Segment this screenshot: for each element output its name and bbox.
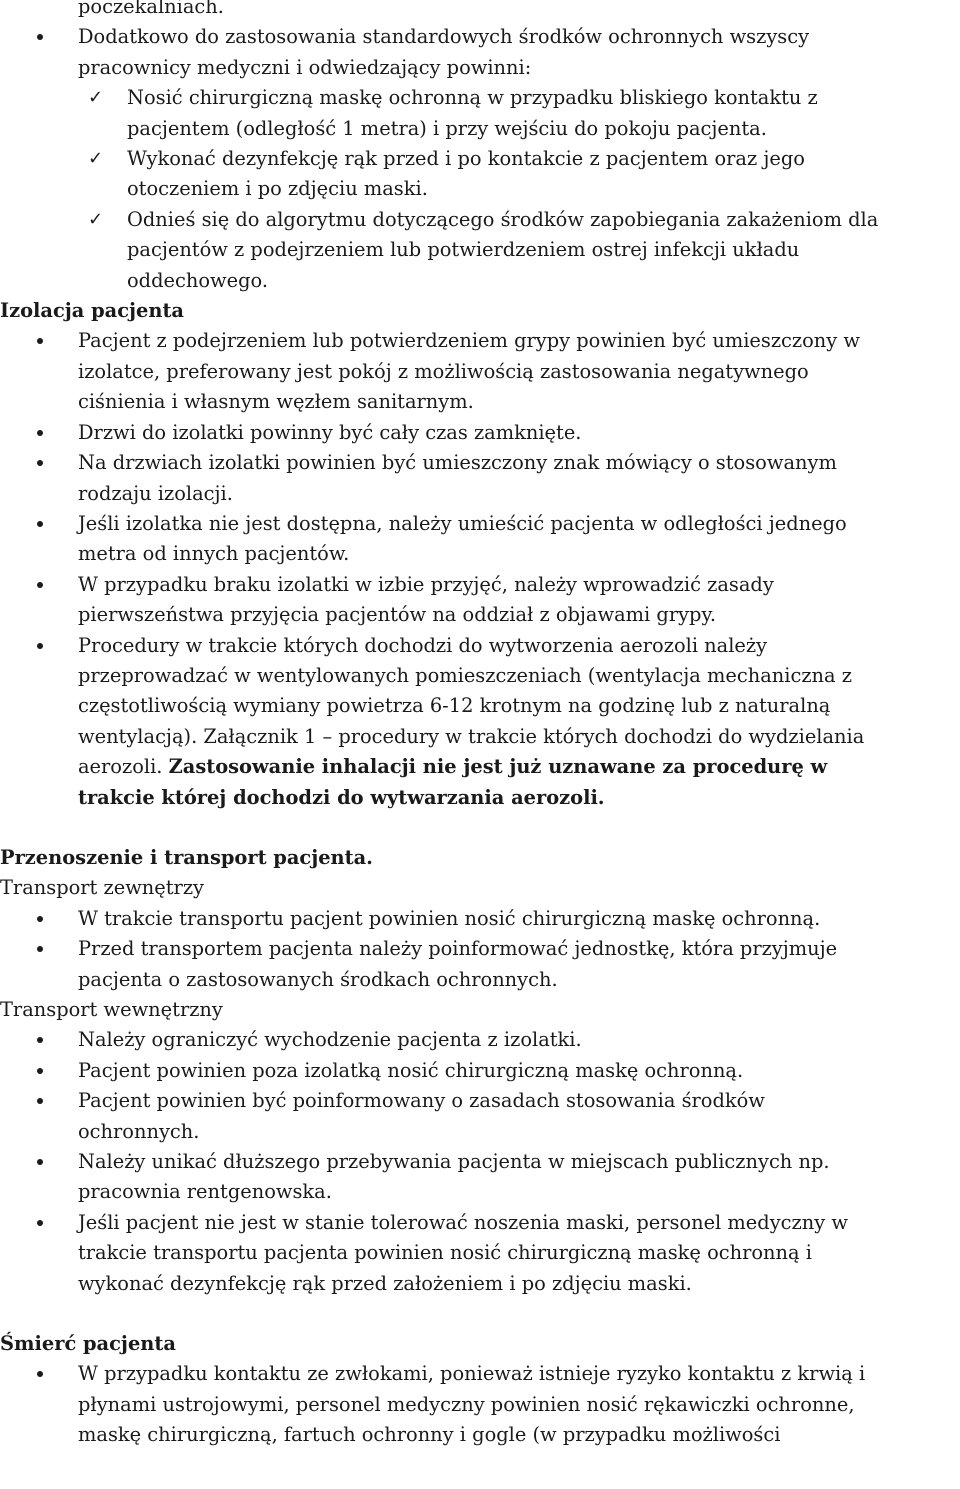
text-line: częstotliwością wymiany powietrza 6-12 krotnym na godzinę lub z naturalną (78, 694, 831, 718)
text-line: izolatce, preferowany jest pokój z możliwością zastosowania negatywnego (78, 359, 809, 383)
list-item (0, 326, 960, 417)
list-item (0, 1208, 960, 1299)
text-line: otoczeniem i po zdjęciu maski. (127, 177, 428, 201)
checklist-item (0, 83, 960, 144)
bullet-icon (37, 34, 43, 40)
bullet-icon (37, 1159, 43, 1165)
bullet-icon (37, 1068, 43, 1074)
list-item (0, 1056, 960, 1086)
text-line: Procedury w trakcie których dochodzi do wytworzenia aerozoli należy (78, 633, 768, 657)
checkmark-icon: ✓ (88, 87, 104, 109)
list-item (0, 418, 960, 448)
text-line: W trakcie transportu pacjent powinien nosić chirurgiczną maskę ochronną. (78, 906, 821, 930)
text-line: ochronnych. (78, 1119, 200, 1143)
external-transport-list (0, 904, 960, 995)
section-heading-transport: Przenoszenie i transport pacjenta. (0, 845, 373, 869)
checkmark-icon: ✓ (88, 208, 104, 230)
isolation-list (0, 326, 960, 813)
text-line: W przypadku braku izolatki w izbie przyjęć, należy wprowadzić zasady (78, 572, 774, 596)
text-line: wentylacją). Załącznik 1 – procedury w trakcie których dochodzi do wydzielania (78, 724, 865, 748)
bold-note-line: trakcie której dochodzi do wytwarzania aerozoli. (78, 785, 605, 809)
text-line: Dodatkowo do zastosowania standardowych środków ochronnych wszyscy (78, 25, 810, 49)
list-item (0, 1086, 960, 1147)
spacer (0, 813, 960, 843)
text-line: rodzaju izolacji. (78, 481, 233, 505)
bullet-icon (37, 430, 43, 436)
bullet-icon (37, 946, 43, 952)
text-line: pacjentem (odległość 1 metra) i przy wejściu do pokoju pacjenta. (127, 116, 767, 140)
bullet-icon (37, 643, 43, 649)
text-line: Pacjent z podejrzeniem lub potwierdzeniem grypy powinien być umieszczony w (78, 329, 861, 353)
text-line: metra od innych pacjentów. (78, 542, 350, 566)
death-list (0, 1359, 960, 1450)
list-item (0, 904, 960, 934)
list-item-procedures (0, 631, 960, 813)
list-item (0, 570, 960, 631)
text-line: Należy ograniczyć wychodzenie pacjenta z izolatki. (78, 1028, 582, 1052)
bullet-icon (37, 1098, 43, 1104)
text-line: Wykonać dezynfekcję rąk przed i po kontakcie z pacjentem oraz jego (127, 147, 805, 171)
spacer (0, 1299, 960, 1329)
subheading-internal-transport: Transport wewnętrzny (0, 998, 223, 1021)
checklist-item (0, 144, 960, 205)
text-line (78, 752, 960, 782)
text-line: płynami ustrojowymi, personel medyczny powinien nosić rękawiczki ochronne, (78, 1392, 855, 1416)
intro-fragment: poczekalniach. (78, 0, 224, 18)
bullet-icon (37, 338, 43, 344)
text-line: pacjentów z podejrzeniem lub potwierdzeniem ostrej infekcji układu (127, 238, 800, 262)
bullet-icon (37, 1220, 43, 1226)
bold-note: Zastosowanie inhalacji nie jest już uznawane za procedurę w (168, 755, 828, 779)
list-item (0, 934, 960, 995)
text-line: wykonać dezynfekcję rąk przed założeniem i po zdjęciu maski. (78, 1271, 692, 1295)
text-line: Jeśli izolatka nie jest dostępna, należy umieścić pacjenta w odległości jednego (78, 511, 847, 535)
checkmark-icon: ✓ (88, 148, 104, 170)
text-line: ciśnienia i własnym węzłem sanitarnym. (78, 390, 474, 414)
subheading-external-transport: Transport zewnętrzy (0, 876, 204, 900)
text-line: Jeśli pacjent nie jest w stanie tolerować noszenia maski, personel medyczny w (78, 1210, 848, 1234)
text-line: Pacjent powinien być poinformowany o zasadach stosowania środków (78, 1089, 765, 1113)
bullet-icon (37, 916, 43, 922)
text-line: przeprowadzać w wentylowanych pomieszczeniach (wentylacja mechaniczna z (78, 663, 852, 687)
text-span: aerozoli. (78, 755, 169, 779)
text-line: Należy unikać dłuższego przebywania pacjenta w miejscach publicznych np. (78, 1150, 830, 1174)
bullet-icon (37, 460, 43, 466)
list-item (0, 1025, 960, 1055)
text-line: pacjenta o zastosowanych środkach ochronnych. (78, 967, 558, 991)
text-line: pierwszeństwa przyjęcia pacjentów na oddział z objawami grypy. (78, 603, 716, 627)
text-line: maskę chirurgiczną, fartuch ochronny i gogle (w przypadku możliwości (78, 1423, 781, 1447)
internal-transport-list (0, 1025, 960, 1299)
bullet-icon (37, 582, 43, 588)
text-line: pracownia rentgenowska. (78, 1180, 332, 1204)
list-item (0, 448, 960, 509)
bullet-icon (37, 1037, 43, 1043)
additional-measures-list (0, 22, 960, 83)
text-line: Nosić chirurgiczną maskę ochronną w przypadku bliskiego kontaktu z (127, 86, 818, 110)
section-heading-death: Śmierć pacjenta (0, 1332, 176, 1356)
bullet-icon (37, 1371, 43, 1377)
list-item (0, 509, 960, 570)
bullet-icon (37, 521, 43, 527)
checklist-item (0, 205, 960, 296)
text-line: Pacjent powinien poza izolatką nosić chirurgiczną maskę ochronną. (78, 1058, 744, 1082)
list-item (0, 22, 960, 83)
text-line: pracownicy medyczni i odwiedzający powinni: (78, 55, 532, 79)
text-line: oddechowego. (127, 268, 268, 292)
checklist (0, 83, 960, 296)
text-line: W przypadku kontaktu ze zwłokami, ponieważ istnieje ryzyko kontaktu z krwią i (78, 1362, 866, 1386)
text-line: trakcie transportu pacjenta powinien nosić chirurgiczną maskę ochronną i (78, 1241, 812, 1265)
list-item (0, 1359, 960, 1450)
text-line: Przed transportem pacjenta należy poinformować jednostkę, która przyjmuje (78, 937, 838, 961)
list-item (0, 1147, 960, 1208)
section-heading-isolation: Izolacja pacjenta (0, 299, 184, 323)
text-line: Drzwi do izolatki powinny być cały czas zamknięte. (78, 420, 582, 444)
text-line: Na drzwiach izolatki powinien być umieszczony znak mówiący o stosowanym (78, 451, 837, 475)
text-line: Odnieś się do algorytmu dotyczącego środków zapobiegania zakażeniom dla (127, 207, 879, 231)
